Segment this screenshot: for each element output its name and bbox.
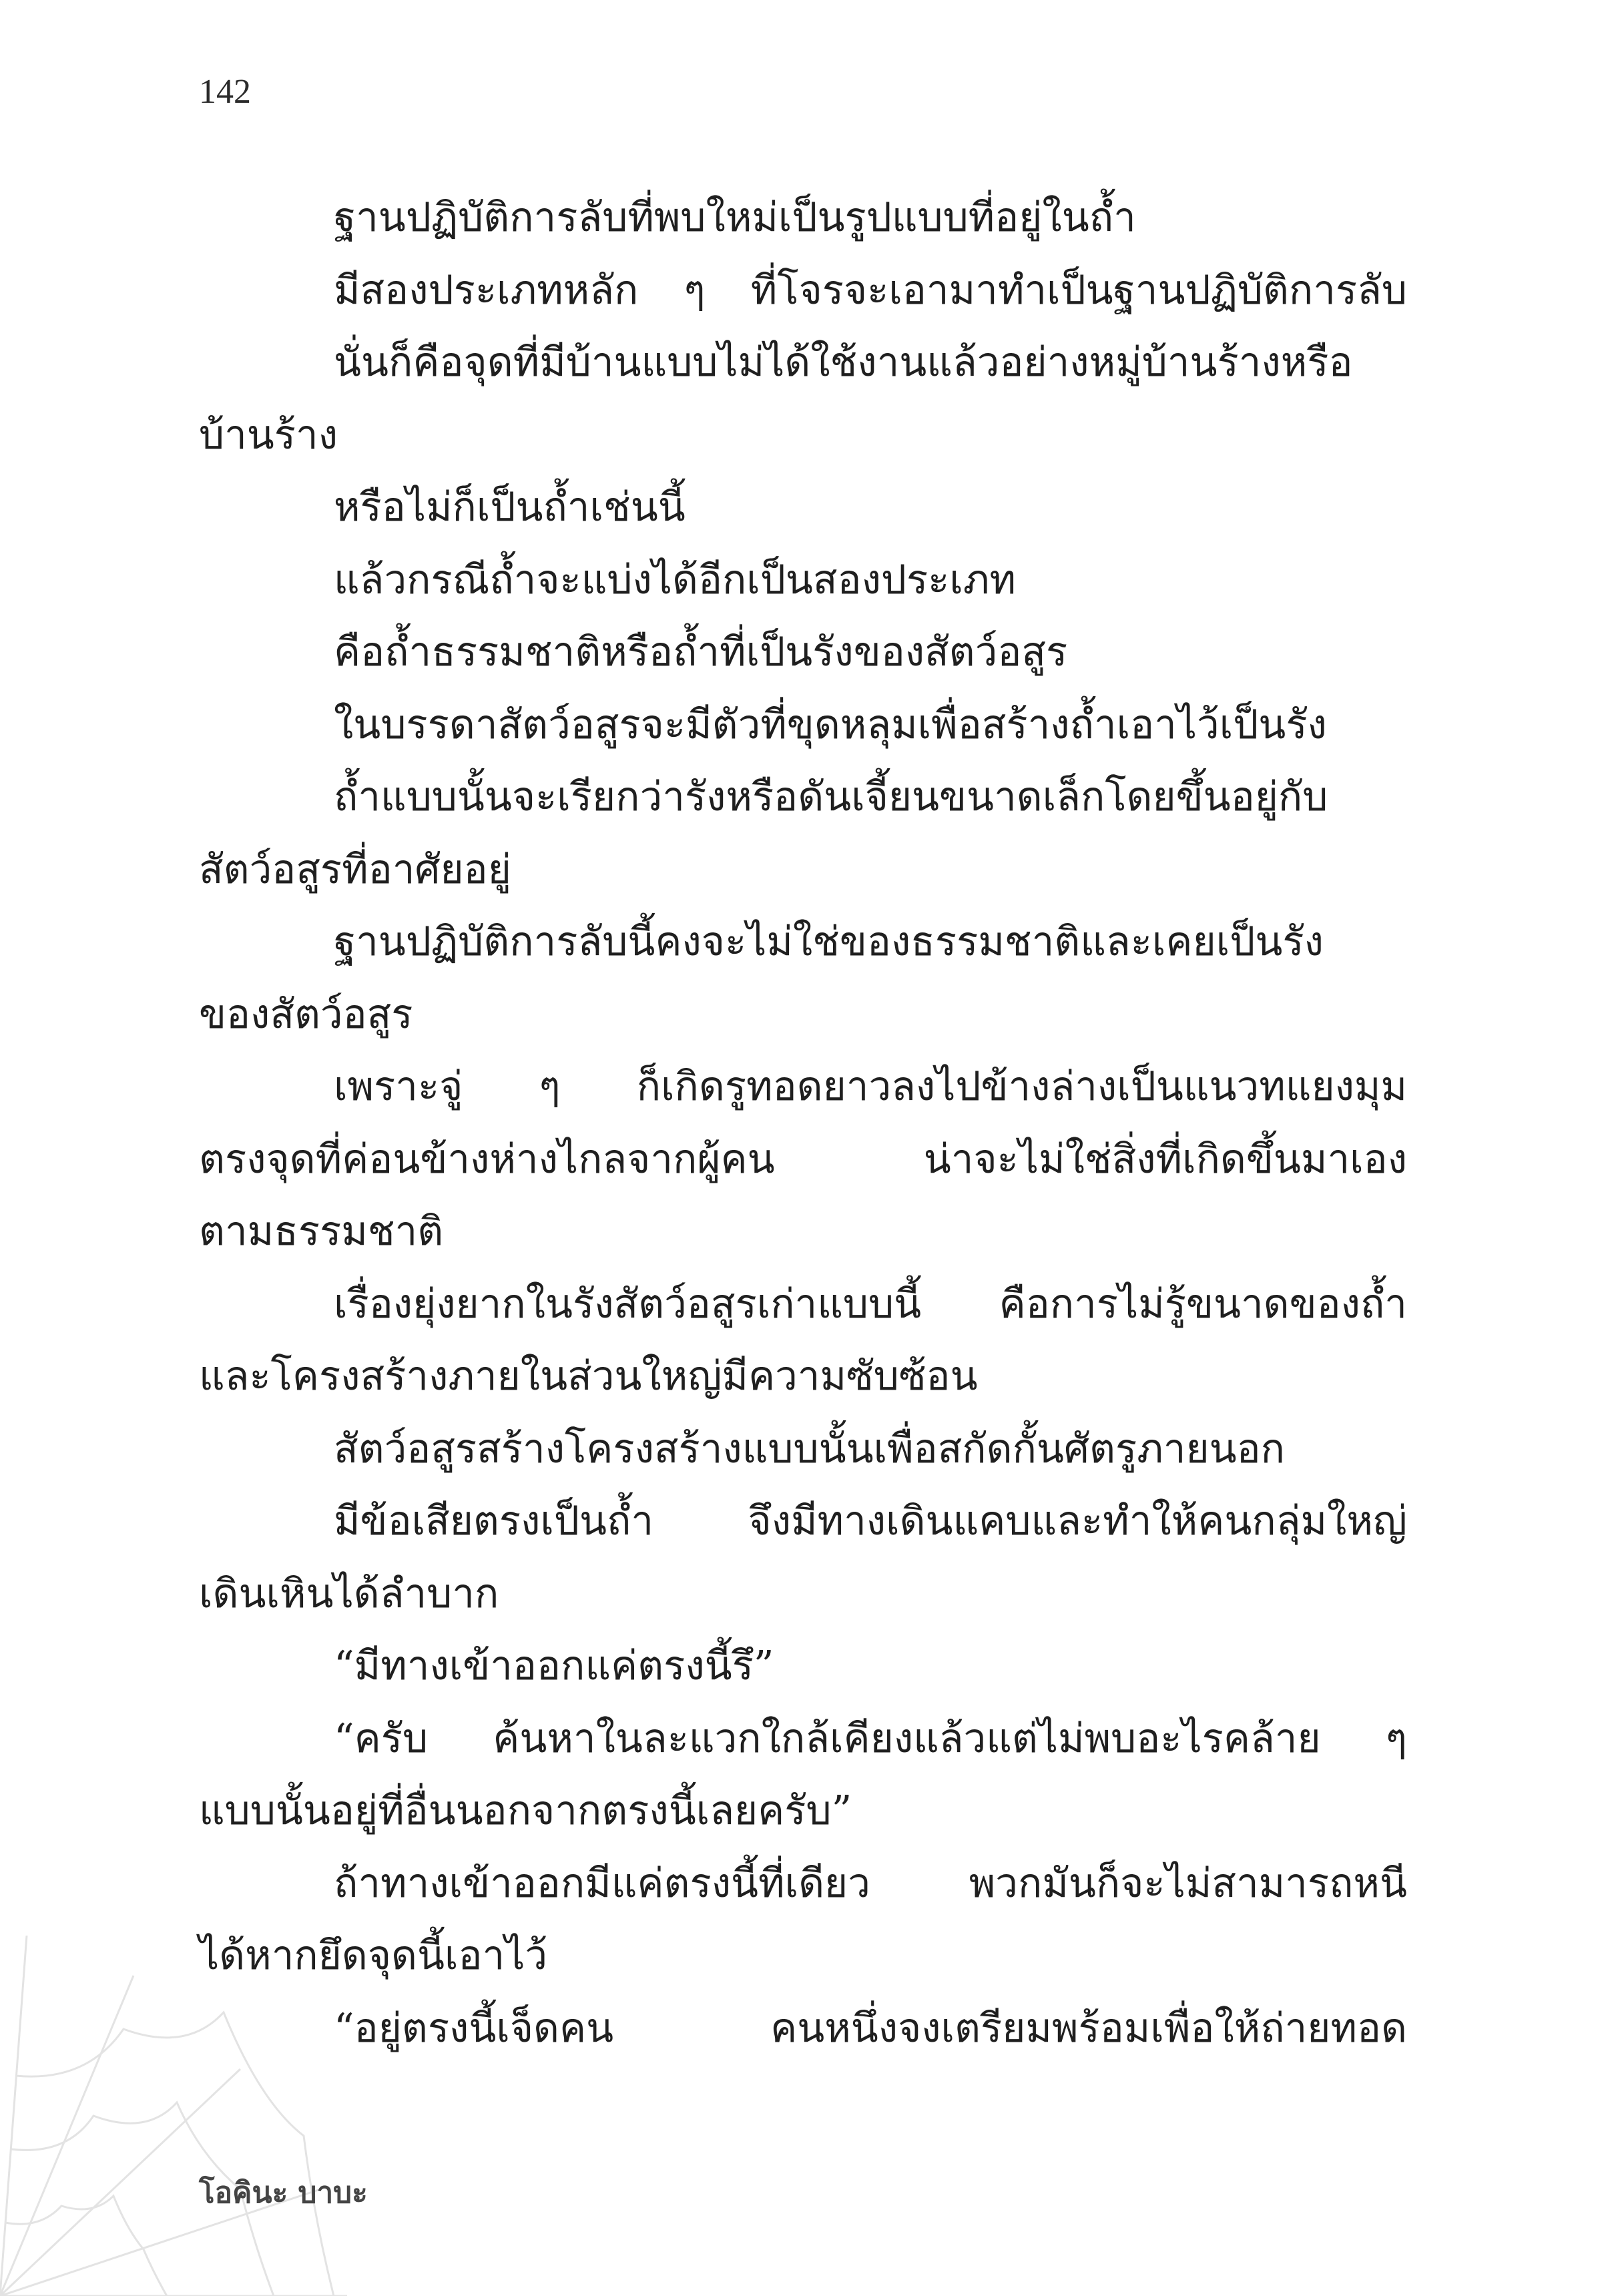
text-line: ของสัตว์อสูร: [199, 990, 413, 1038]
text-line: หรือไม่ก็เป็นถ้ำเช่นนี้: [334, 484, 686, 531]
text-line: ถ้าทางเข้าออกมีแค่ตรงนี้ที่เดียว พวกมันก็จะไม่สามารถหนี: [334, 1859, 1407, 1907]
text-line: ได้หากยึดจุดนี้เอาไว้: [199, 1932, 548, 1979]
body-text: [199, 182, 1407, 2064]
page-number: 142: [199, 73, 251, 111]
text-line: แบบนั้นอยู่ที่อื่นนอกจากตรงนี้เลยครับ”: [199, 1787, 852, 1834]
text-line: บ้านร้าง: [199, 411, 338, 459]
text-line: ฐานปฏิบัติการลับที่พบใหม่เป็นรูปแบบที่อยู่ในถ้ำ: [334, 194, 1136, 241]
text-line: สัตว์อสูรที่อาศัยอยู่: [199, 846, 511, 893]
text-line: มีสองประเภทหลัก ๆ ที่โจรจะเอามาทำเป็นฐานปฏิบัติการลับ: [334, 266, 1407, 314]
text-line: เรื่องยุ่งยากในรังสัตว์อสูรเก่าแบบนี้ คือการไม่รู้ขนาดของถ้ำ: [334, 1280, 1407, 1328]
text-line: มีข้อเสียตรงเป็นถ้ำ จึงมีทางเดินแคบและทำให้คนกลุ่มใหญ่: [334, 1498, 1407, 1544]
text-line: ตามธรรมชาติ: [199, 1208, 444, 1255]
author-name: โอคินะ บาบะ: [199, 2176, 368, 2210]
text-line: และโครงสร้างภายในส่วนใหญ่มีความซับซ้อน: [199, 1353, 978, 1400]
text-line: ในบรรดาสัตว์อสูรจะมีตัวที่ขุดหลุมเพื่อสร้างถ้ำเอาไว้เป็นรัง: [334, 701, 1327, 748]
text-line: นั่นก็คือจุดที่มีบ้านแบบไม่ได้ใช้งานแล้วอย่างหมู่บ้านร้างหรือ: [334, 339, 1353, 386]
text-line: เดินเหินได้ลำบาก: [199, 1570, 499, 1617]
text-line: ตรงจุดที่ค่อนข้างห่างไกลจากผู้คน น่าจะไม่ใช่สิ่งที่เกิดขึ้นมาเอง: [199, 1135, 1407, 1183]
text-line: “ครับ ค้นหาในละแวกใกล้เคียงแล้วแต่ไม่พบอะไรคล้าย ๆ: [334, 1715, 1407, 1762]
text-line: ถ้ำแบบนั้นจะเรียกว่ารังหรือดันเจี้ยนขนาดเล็กโดยขึ้นอยู่กับ: [334, 774, 1328, 820]
text-line: “มีทางเข้าออกแค่ตรงนี้รึ”: [334, 1643, 774, 1689]
text-line: เพราะจู่ ๆ ก็เกิดรูทอดยาวลงไปข้างล่างเป็นแนวทแยงมุม: [334, 1063, 1407, 1110]
text-line: ฐานปฏิบัติการลับนี้คงจะไม่ใช่ของธรรมชาติและเคยเป็นรัง: [334, 918, 1324, 965]
text-line: คือถ้ำธรรมชาติหรือถ้ำที่เป็นรังของสัตว์อสูร: [334, 629, 1068, 675]
spiderweb-decoration: [0, 1936, 347, 2296]
text-line: แล้วกรณีถ้ำจะแบ่งได้อีกเป็นสองประเภท: [334, 556, 1017, 603]
text-line: “อยู่ตรงนี้เจ็ดคน คนหนึ่งจงเตรียมพร้อมเพื่อให้ถ่ายทอด: [334, 2004, 1407, 2052]
text-line: สัตว์อสูรสร้างโครงสร้างแบบนั้นเพื่อสกัดกั้นศัตรูภายนอก: [334, 1425, 1285, 1472]
